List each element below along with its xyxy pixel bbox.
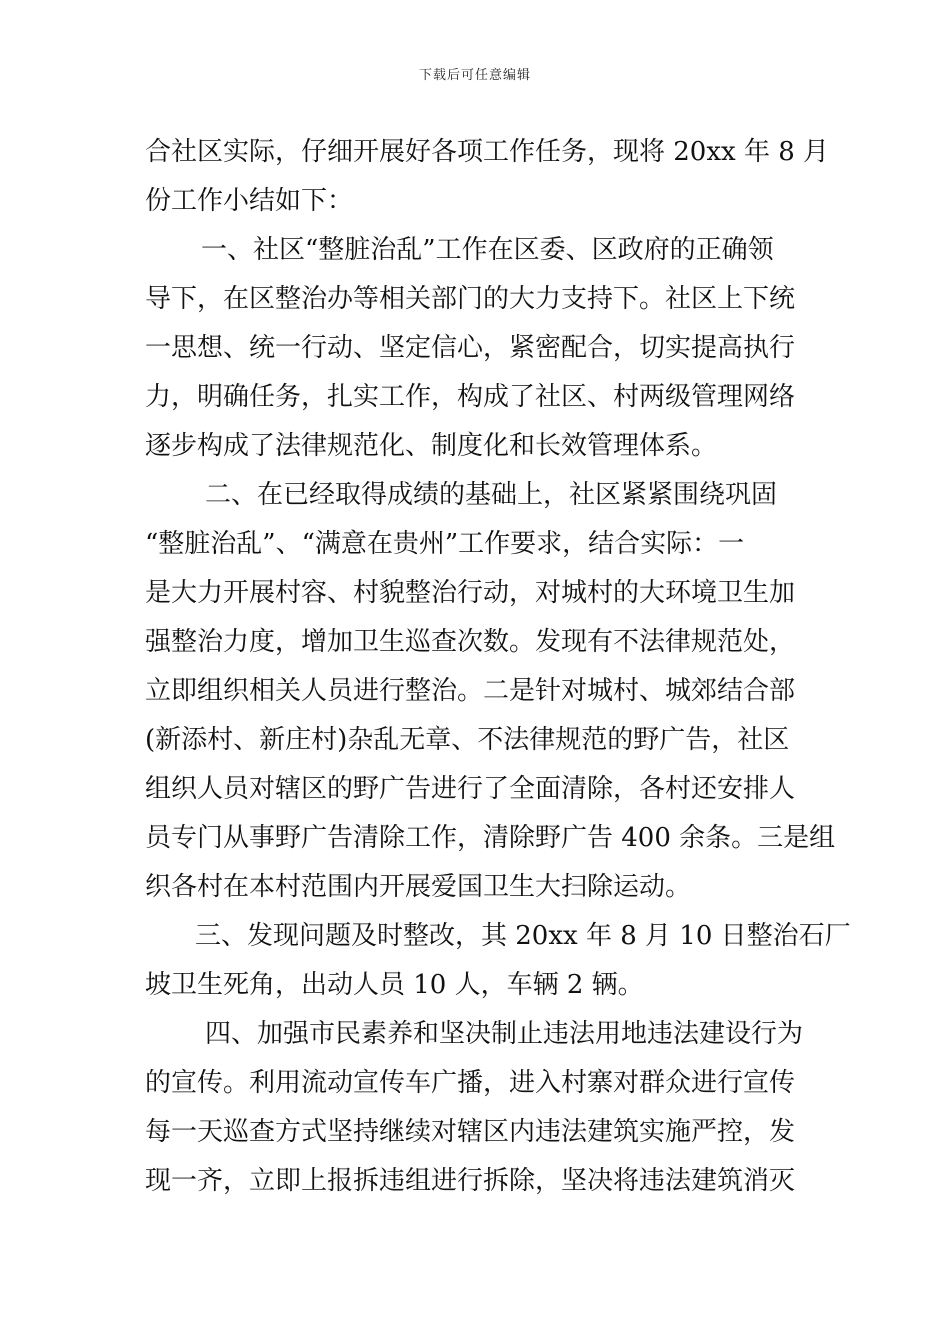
text-line: 组织人员对辖区的野广告进行了全面清除，各村还安排人 — [145, 774, 796, 804]
text-line: 织各村在本村范围内开展爱国卫生大扫除运动。 — [145, 872, 692, 902]
text-line: 是大力开展村容、村貌整治行动，对城村的大环境卫生加 — [145, 578, 796, 608]
document-body — [145, 128, 851, 1206]
paragraph-start-line: 四、加强市民素养和坚决制止违法用地违法建设行为 — [205, 1019, 804, 1049]
text-line: 逐步构成了法律规范化、制度化和长效管理体系。 — [145, 431, 718, 461]
text-line: 一思想、统一行动、坚定信心，紧密配合，切实提高执行 — [145, 333, 796, 363]
page-header: 下载后可任意编辑 — [418, 68, 531, 83]
paragraph-start-line: 二、在已经取得成绩的基础上，社区紧紧围绕巩固 — [205, 480, 778, 510]
text-line: (新添村、新庄村)杂乱无章、不法律规范的野广告，社区 — [145, 725, 790, 755]
text-line: “整脏治乱”、“满意在贵州”工作要求，结合实际：一 — [145, 529, 745, 559]
text-line: 强整治力度，增加卫生巡查次数。发现有不法律规范处， — [145, 627, 796, 657]
text-line: 份工作小结如下： — [145, 186, 354, 216]
text-line: 员专门从事野广告清除工作，清除野广告 400 余条。三是组 — [145, 823, 836, 853]
text-line: 现一齐，立即上报拆违组进行拆除，坚决将违法建筑消灭 — [145, 1166, 796, 1196]
text-line: 每一天巡查方式坚持继续对辖区内违法建筑实施严控，发 — [145, 1117, 796, 1147]
text-line: 导下，在区整治办等相关部门的大力支持下。社区上下统 — [145, 284, 796, 314]
paragraph-start-line: 一、社区“整脏治乱”工作在区委、区政府的正确领 — [201, 235, 774, 265]
text-line: 的宣传。利用流动宣传车广播，进入村寨对群众进行宣传 — [145, 1068, 796, 1098]
text-line: 合社区实际，仔细开展好各项工作任务，现将 20xx 年 8 月 — [145, 137, 830, 167]
text-line: 力，明确任务，扎实工作，构成了社区、村两级管理网络 — [145, 382, 796, 412]
paragraph-start-line: 三、发现问题及时整改，其 20xx 年 8 月 10 日整治石厂 — [195, 921, 851, 951]
text-line: 立即组织相关人员进行整治。二是针对城村、城郊结合部 — [145, 676, 796, 706]
text-line: 坡卫生死角，出动人员 10 人，车辆 2 辆。 — [145, 970, 644, 1000]
